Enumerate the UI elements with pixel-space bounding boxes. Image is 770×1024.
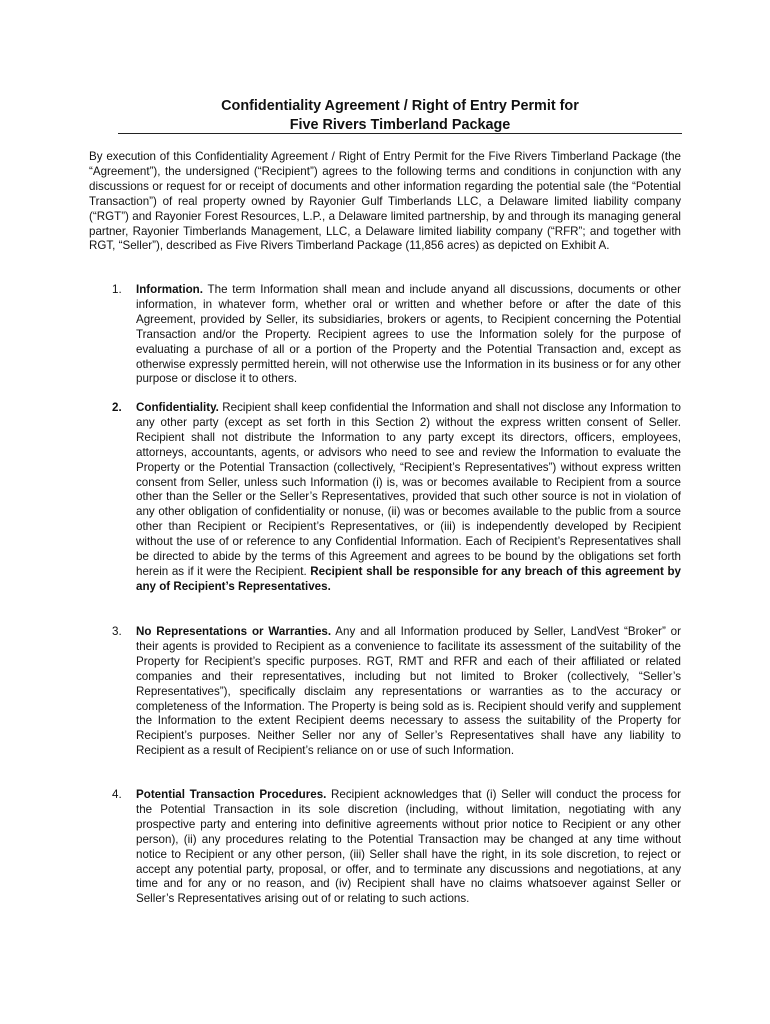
section-number: 2.: [112, 401, 122, 414]
section-number: 3.: [112, 625, 122, 638]
title-underline: [118, 133, 682, 134]
section-number: 1.: [112, 283, 122, 296]
section-body: The term Information shall mean and include anyand all discussions, documents or other information, in whatever form, whether oral or written and whether before or after the date of this Agreement, provided by Seller, its subsidiaries, brokers or agents, to Recipient concerning the Potential Transaction and/or the Property. Recipient agrees to use the Information solely for the purpose of evaluating a purchase of all or a portion of the Property and the Potential Transaction and, except as otherwise expressly permitted herein, will not otherwise use the Information in its business or for any other purpose or disclose it to others.: [136, 283, 681, 386]
intro-paragraph: By execution of this Confidentiality Agreement / Right of Entry Permit for the Five Rivers Timberland Package (the “Agreement”), the undersigned (“Recipient”) agrees to the following terms and conditions in conjunction with any discussions or request for or receipt of documents and other information regarding the potential sale (the “Potential Transaction”) of real property owned by Rayonier Gulf Timberlands LLC, a Delaware limited liability company (“RGT”) and Rayonier Forest Resources, L.P., a Delaware limited partnership, by and through its managing general partner, Rayonier Timberlands Management, LLC, a Delaware limited liability company (“RFR”; and together with RGT, “Seller”), described as Five Rivers Timberland Package (11,856 acres) as depicted on Exhibit A.: [89, 150, 681, 253]
section-body: Recipient acknowledges that (i) Seller will conduct the process for the Potential Transaction in its sole discretion (including, without limitation, negotiating with any prospective party and entering into definitive agreements without prior notice to Recipient or any other person), (ii) any procedures relating to the Potential Transaction may be changed at any time without notice to Recipient or any other person, (iii) Seller shall have the right, in its sole discretion, to reject or accept any potential party, proposal, or offer, and to terminate any discussions and negotiations, at any time and for any or no reason, and (iv) Recipient shall have no claims whatsoever against Seller or Seller’s Representatives arising out of or relating to such actions.: [136, 788, 681, 906]
document-title: [118, 97, 682, 135]
section-2: [112, 401, 681, 595]
section-heading: Information.: [136, 283, 203, 296]
section-number: 4.: [112, 788, 122, 801]
title-line-2: Five Rivers Timberland Package: [289, 117, 511, 133]
section-heading: No Representations or Warranties.: [136, 625, 332, 638]
section-1: [112, 283, 681, 387]
section-4: [112, 788, 681, 907]
title-line-1: Confidentiality Agreement / Right of Entry Permit for: [221, 98, 579, 114]
section-heading: Potential Transaction Procedures.: [136, 788, 327, 801]
section-body: Recipient shall keep confidential the Information and shall not disclose any Information to any other party (except as set forth in this Section 2) without the express written consent of Seller. Recipient shall not distribute the Information to any party except its directors, officers, employees, attorneys, accountants, agents, or advisors who need to see and review the Information to evaluate the Property or the Potential Transaction (collectively, “Recipient’s Representatives”) without express written consent from Seller, unless such Information (i) is, was or becomes available to Recipient from a source other than the Seller or the Seller’s Representatives, provided that such other source is not in violation of any other obligation of confidentiality or nonuse, (ii) was or becomes available to the public from a source other than Recipient or Recipient’s Representatives, or (iii) is independently developed by Recipient without the use of or reference to any Confidential Information. Each of Recipient’s Representatives shall be directed to abide by the terms of this Agreement and agrees to be bound by the obligations set forth herein as if it were the Recipient.: [136, 401, 681, 578]
section-3: [112, 625, 681, 759]
section-heading: Confidentiality.: [136, 401, 219, 414]
section-closing-bold: Recipient shall be responsible for any breach of this agreement by any of Recipient’s Representatives.: [136, 564, 681, 593]
section-body: Any and all Information produced by Seller, LandVest “Broker” or their agents is provided to Recipient as a convenience to facilitate its assessment of the suitability of the Property for Recipient’s specific purposes. RGT, RMT and RFR and each of their affiliated or related companies and their representatives, including but not limited to Broker (collectively, “Seller’s Representatives”), specifically disclaim any representations or warranties as to the accuracy or completeness of the Information. The Property is being sold as is. Recipient should verify and supplement the Information to the extent Recipient deems necessary to assess the suitability of the Property for Recipient’s purposes. Neither Seller nor any of Seller’s Representatives shall have any liability to Recipient as a result of Recipient’s reliance on or use of such Information.: [136, 625, 681, 758]
